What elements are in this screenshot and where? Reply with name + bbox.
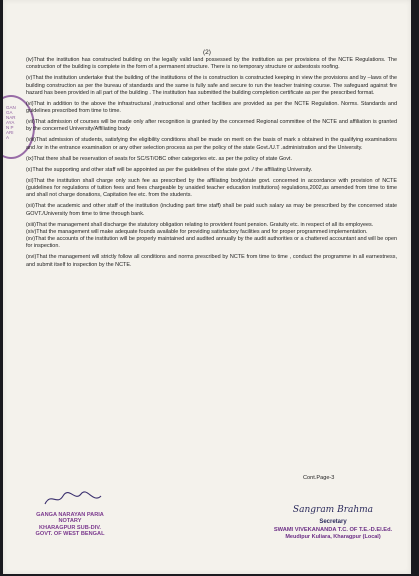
institution-name: SWAMI VIVEKANANDA T.C. OF T.E.-D.El.Ed. (273, 527, 393, 533)
notary-government: GOVT. OF WEST BENGAL (35, 531, 105, 538)
continued-note: Cont.Page-3 (303, 475, 335, 481)
notary-title: NOTARY (58, 518, 82, 525)
paragraph-iv: (iv)That the institution has constructed building on the legally valid land possessed by the institution as per provisions of the NCTE Regulations. The construction of the building is complete in the form of a permanent structure. There is no temporary structure or asbestosis roofing. (26, 57, 397, 71)
paragraph-xvi: (xvi)That the management will strictly follow all conditions and norms prescribed by NCTE from time to time , conduct the programme in all earnestness, and submit itself to inspection by the NCTE. (26, 254, 397, 268)
paragraph-xi: (xi)That the institution shall charge only such fee as prescribed by the affiliating body/state govt. concerned in accordance with provision of NCTE (guidelines for regulations of tuition fees and fees chargeable by unaided teacher education institutions) regulations,2002,as amended from time to time and shall not charge donations, Capitation fee etc. from the students. (26, 177, 397, 199)
paragraph-vii: (vii)That admission of courses will be made only after recognition is granted by the concerned Regional committee of the NCTE and affiliation is granted by the concerned University/Affiliating body (26, 119, 397, 133)
notary-name: GANGA NARAYAN PARIA (36, 512, 104, 518)
signatory-signature: Sangram Brahma (292, 505, 374, 515)
paragraph-v: (v)That the institution undertake that the building of the institutions of the is construction is constructed keeping in view the provisions and by –laws of the building construction as per the bureau of standards and the same is fully safe and secure to run the teacher training course. The safeguard against fire hazard has been provided in all part of the building . The institution has submitted the building completion certificate as per the prescribed format. (26, 75, 397, 96)
document-page (3, 0, 411, 574)
page-number: (2) (203, 49, 211, 56)
signatory-title: Secretary (319, 519, 347, 525)
paragraph-xii: (xii)That the academic and other staff of the institution (including part time staff) shall be paid such salary as may be prescribed by the concerned state GOVT./University from time to time through bank. (26, 203, 397, 217)
notary-stamp (15, 512, 125, 538)
document-body (26, 57, 397, 273)
paragraph-x: (x)That the supporting and other staff will be appointed as per the guidelines of the state govt ./ the affiliating University. (26, 166, 313, 173)
institution-address: Meudipur Kuliara, Kharagpur (Local) (285, 534, 381, 540)
paragraph-viii: (viii)That admission of students, satisfying the eligibility conditions shall be made on merit on the basis of mark s obtained in the qualifying examinations and /or in the entrance examination or any other selection process as per the policy of the state Govt./U.T .administration and the University. (26, 137, 397, 151)
signature-block (258, 505, 408, 540)
notary-signature (43, 490, 103, 508)
notary-jurisdiction: KHARAGPUR SUB-DIV. (39, 524, 101, 531)
side-seal-text: GANGA NARAYAN PARIA (6, 105, 16, 140)
paragraph-ix: (ix)That there shall be reservation of seats for SC/ST/OBC other categories etc. as per the policy of state Govt. (26, 155, 292, 162)
paragraph-xiii-xv: (xiii)That the management shall discharge the statutory obligation relating to provident fount pension. Gratuity etc. in respect of all its employees. (xiv)That the management will make adequate founds available for providing satisfactory facilities and for proper programmed implementation. (xv)That the accounts of the institution will be properly maintained and audited annually by the audit authorities or a chattered accountant and will be open for inspection. (26, 221, 397, 250)
paragraph-vi: (vi)That in addition to the above the infrastructural ,instructional and other facilities are provided as per the NCTE Regulation. Norms. Standards and guidelines prescribed from time to time. (26, 100, 397, 114)
